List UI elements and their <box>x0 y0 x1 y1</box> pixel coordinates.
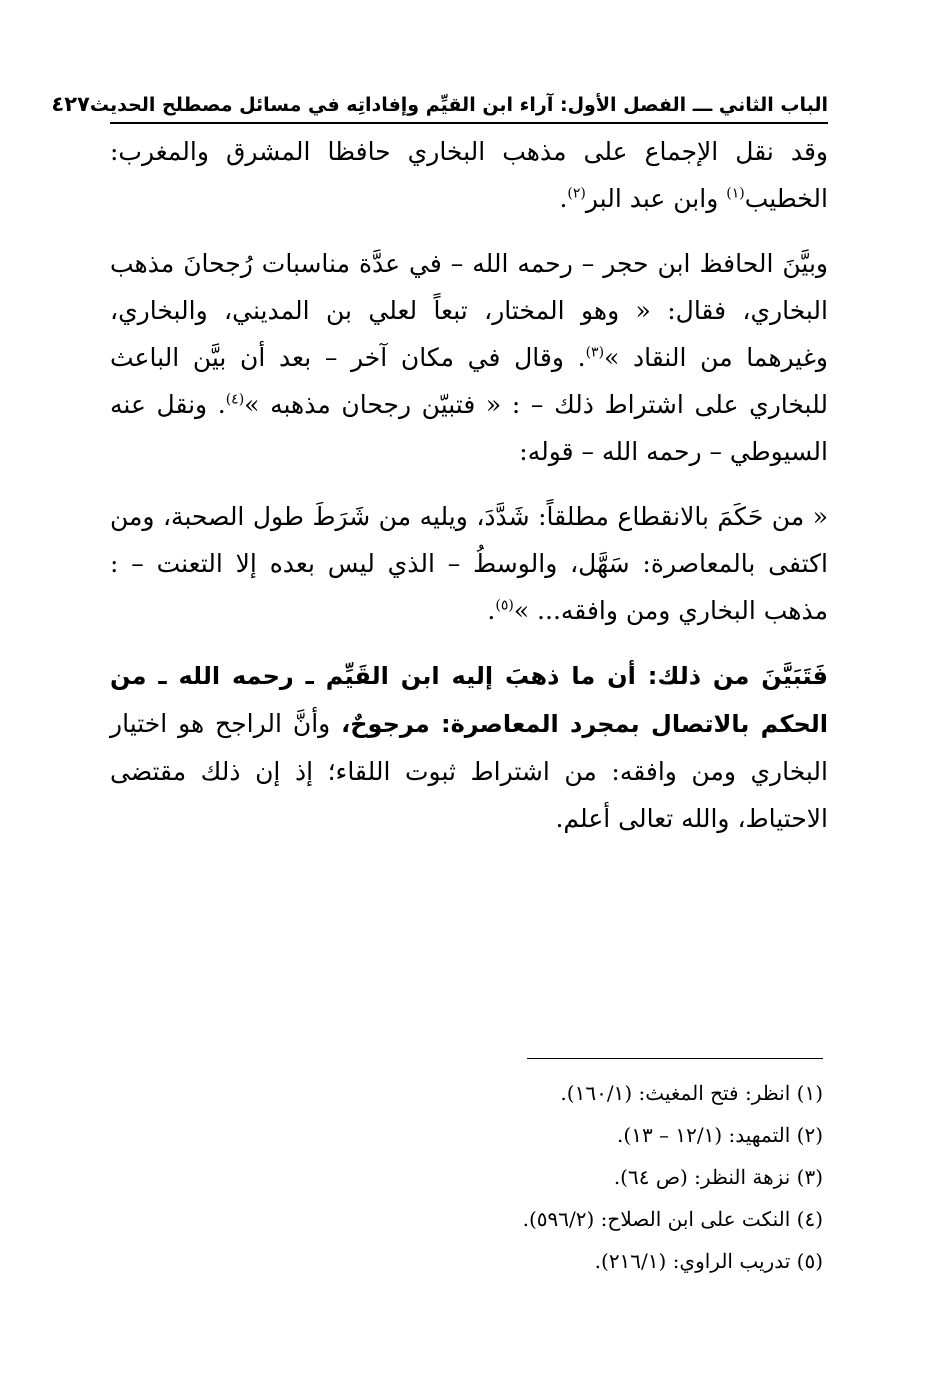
page-number: ٤٢٧ <box>51 92 90 116</box>
paragraph-1-end: . <box>559 184 568 213</box>
paragraph-2-text: وبيَّنَ الحافظ ابن حجر – رحمه الله – في عدَّة مناسبات رُجحانَ مذهب البخاري، فقال: « وهو المختار، تبعاً لعلي بن المديني، والبخاري، وغيرهما من النقاد » <box>110 249 828 372</box>
footnote-separator <box>527 1058 823 1059</box>
paragraph-2-end: . ونقل عنه السيوطي – رحمه الله – قوله: <box>110 390 828 466</box>
footnote-4: (٤) النكت على ابن الصلاح: (٥٩٦/٢). <box>522 1207 823 1231</box>
paragraph-3-text: « من حَكَمَ بالانقطاع مطلقاً: شَدَّدَ، ويليه من شَرَطَ طول الصحبة، ومن اكتفى بالمعاصرة: سَهَّل، والوسطُ – الذي ليس بعده إلا التعنت – : مذهب البخاري ومن وافقه... » <box>110 502 828 625</box>
header-title: الباب الثاني ـــ الفصل الأول: آراء ابن القيِّم وإفاداتِه في مسائل مصطلح الحديث <box>89 94 828 116</box>
footnote-ref-1: (١) <box>726 185 745 202</box>
footnote-ref-5: (٥) <box>495 597 514 614</box>
conclusion-text: وأنَّ الراجح هو اختيار البخاري ومن وافقه: من اشتراط ثبوت اللقاء؛ إذ إن ذلك مقتضى الاحتياط، والله تعالى أعلم. <box>110 709 828 833</box>
paragraph-1 <box>110 128 828 222</box>
paragraph-4-conclusion <box>110 652 828 842</box>
footnote-2: (٢) التمهيد: (١٢/١ – ١٣). <box>617 1123 823 1147</box>
main-text <box>110 128 828 842</box>
footnote-ref-4: (٤) <box>225 391 245 408</box>
paragraph-3-quote <box>110 493 828 634</box>
paragraph-2-mid: . وقال في مكان آخر – بعد أن بيَّن الباعث للبخاري على اشتراط ذلك – : « فتبيّن رجحان مذهبه » <box>110 343 828 419</box>
footnotes <box>110 1072 823 1282</box>
running-header <box>51 92 828 124</box>
paragraph-1-mid: وابن عبد البر <box>585 184 727 213</box>
footnote-1: (١) انظر: فتح المغيث: (١٦٠/١). <box>560 1081 823 1105</box>
book-page <box>51 92 828 860</box>
footnote-5: (٥) تدريب الراوي: (٢١٦/١). <box>594 1249 823 1273</box>
footnote-3: (٣) نزهة النظر: (ص ٦٤). <box>613 1165 823 1189</box>
conclusion-bold-text: فَتَبَيَّنَ من ذلك: أن ما ذهبَ إليه ابن القَيِّم ـ رحمه الله ـ من الحكم بالاتصال بمجرد المعاصرة: مرجوحٌ، <box>110 662 828 738</box>
paragraph-2 <box>110 240 828 475</box>
paragraph-1-text: وقد نقل الإجماع على مذهب البخاري حافظا المشرق والمغرب: الخطيب <box>110 137 828 213</box>
footnote-ref-2: (٢) <box>567 185 586 202</box>
footnote-ref-3: (٣) <box>585 344 605 361</box>
paragraph-3-end: . <box>487 596 496 625</box>
